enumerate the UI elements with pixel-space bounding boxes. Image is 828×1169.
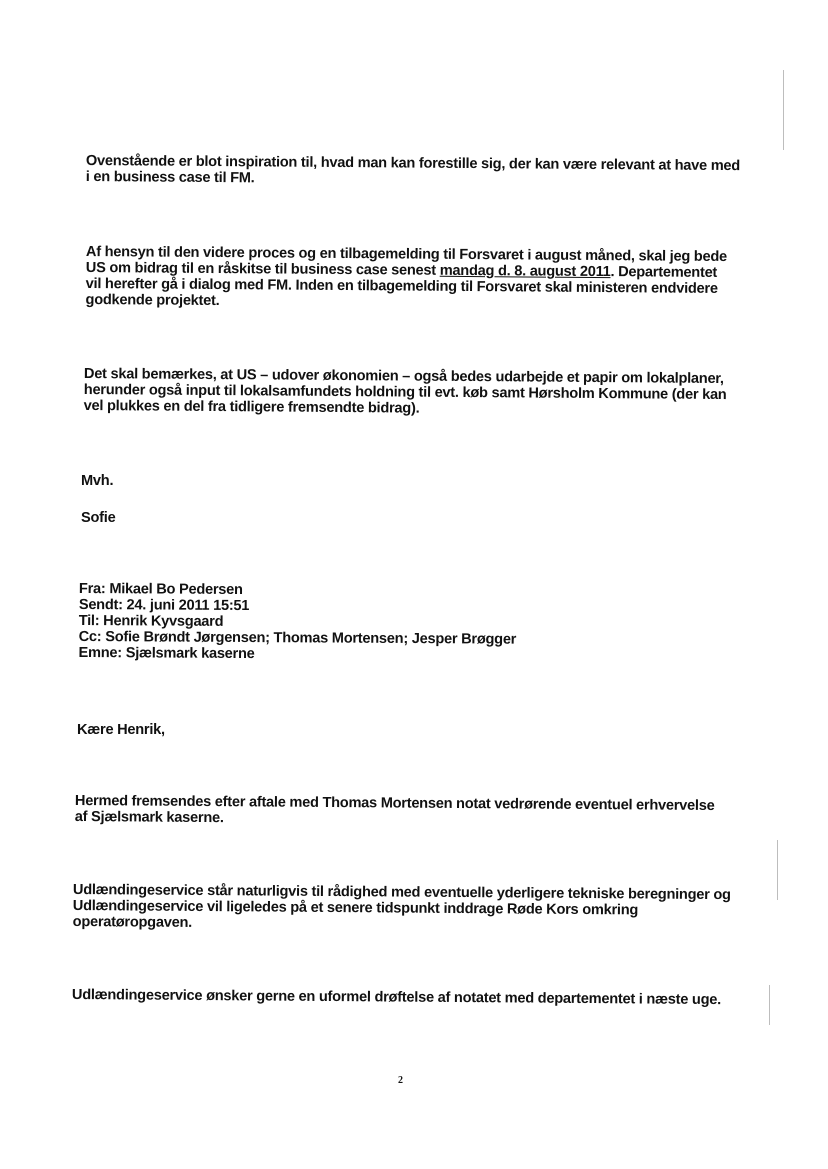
paragraph-discussion [72, 987, 721, 1008]
email-header [79, 581, 517, 664]
value-subject: Sjælsmark kaserne [125, 645, 255, 663]
text-line: vel plukkes en del fra tidligere fremsendte bidrag). [83, 397, 420, 417]
label-to: Til: [78, 612, 100, 630]
text-line: Hermed fremsendes efter aftale med Thomas Mortensen notat vedrørende eventuel erhvervelse [74, 793, 715, 815]
label-cc: Cc: [78, 628, 102, 646]
value-to: Henrik Kyvsgaard [103, 613, 224, 630]
text-line: operatøropgaven. [72, 913, 193, 931]
text-line: af Sjælsmark kaserne. [74, 808, 224, 827]
text-line: Udlændingeservice vil ligeledes på et senere tidspunkt inddrage Røde Kors omkring [72, 897, 639, 919]
signature-name: Sofie [81, 510, 116, 526]
text-line: Af hensyn til den videre proces og en tilbagemelding til Forsvaret i august måned, skal jeg bede [85, 244, 727, 266]
text-line: herunder også input til lokalsamfundets holdning til evt. køb samt Hørsholm Kommune (der kan [83, 381, 727, 404]
closing-greeting: Mvh. [81, 473, 114, 489]
value-from: Mikael Bo Pedersen [109, 581, 243, 599]
text-line: Det skal bemærkes, at US – udover økonomien – også bedes udarbejde et papir om lokalplaner, [83, 366, 724, 388]
scan-edge-mark [769, 985, 770, 1025]
text-line: Ovenstående er blot inspiration til, hvad man kan forestille sig, der kan være relevant at have med [85, 153, 741, 175]
text-line: godkende projektet. [85, 291, 220, 310]
scan-edge-mark [783, 70, 784, 150]
paragraph-service [73, 882, 731, 935]
label-from: Fra: [78, 581, 106, 598]
label-sent: Sendt: [78, 596, 123, 614]
text-fragment: . Departementet [610, 264, 718, 281]
paragraph-memo [75, 793, 715, 830]
text-fragment: US om bidrag til en råskitse til business case senest [85, 259, 440, 279]
deadline-date: mandag d. 8. august 2011 [439, 262, 611, 281]
salutation: Kære Henrik, [77, 722, 165, 738]
paragraph-inspiration [86, 153, 740, 190]
email-subject [79, 645, 517, 664]
value-sent: 24. juni 2011 15:51 [126, 597, 250, 615]
value-cc: Sofie Brøndt Jørgensen; Thomas Mortensen; Jesper Brøgger [105, 629, 517, 648]
paragraph-process [85, 244, 726, 313]
text-line: i en business case til FM. [85, 168, 255, 187]
text-line: Udlændingeservice ønsker gerne en uformel drøftelse af notatet med departementet i næste uge. [71, 987, 722, 1009]
page-number: 2 [398, 1075, 403, 1086]
paragraph-remarks [84, 366, 727, 419]
text-line: vil herefter gå i dialog med FM. Inden en tilbagemelding til Forsvaret skal ministeren endvidere [85, 275, 718, 297]
text-line: Udlændingeservice står naturligvis til rådighed med eventuelle yderligere tekniske beregninger og [72, 882, 731, 904]
scan-edge-mark [777, 840, 778, 900]
label-subject: Emne: [78, 644, 122, 662]
